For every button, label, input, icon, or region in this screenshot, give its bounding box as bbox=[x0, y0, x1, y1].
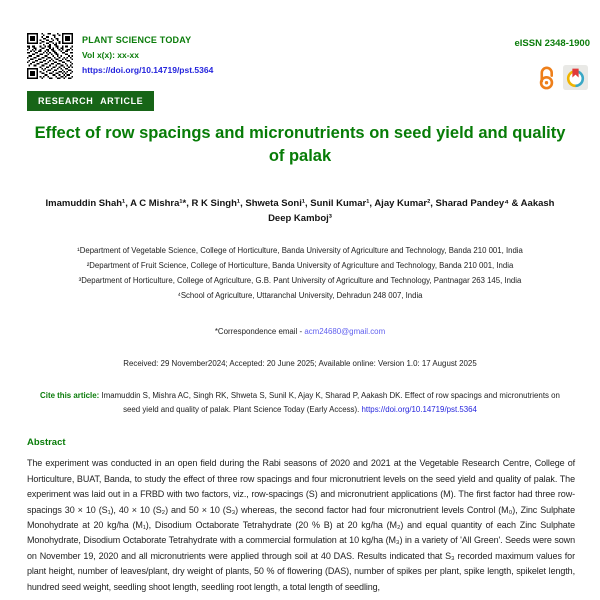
correspondence-email-link[interactable]: acm24680@gmail.com bbox=[304, 326, 386, 336]
header-right bbox=[514, 33, 590, 90]
cite-text: Imamuddin S, Mishra AC, Singh RK, Shweta S, Sunil K, Ajay K, Sharad P, Aakash DK. Effect of row spacings and micronutrients on seed yield and quality of palak. Plant Science Today (Early Access). bbox=[101, 390, 560, 414]
correspondence-label: *Correspondence email - bbox=[214, 326, 303, 336]
header-icons bbox=[538, 65, 588, 90]
abstract-heading: Abstract bbox=[27, 437, 66, 449]
journal-name: PLANT SCIENCE TODAY bbox=[82, 35, 192, 45]
eissn-label: eISSN 2348-1900 bbox=[514, 38, 590, 49]
affiliation-line-2: ²Department of Fruit Science, College of Horticulture, Banda University of Agriculture and Technology, Banda 210 001, India bbox=[86, 260, 514, 270]
journal-info bbox=[82, 33, 213, 75]
authors-line: Imamuddin Shah¹, A C Mishra¹*, R K Singh¹, Shweta Soni¹, Sunil Kumar¹, Ajay Kumar², Sharad Pandey⁴ & Aakash Deep Kamboj³ bbox=[45, 197, 555, 225]
dates-line: Received: 29 November2024; Accepted: 20 June 2025; Available online: Version 1.0: 17 August 2025 bbox=[123, 358, 477, 368]
crossmark-check-for-updates-icon[interactable] bbox=[563, 65, 588, 90]
research-article-badge: RESEARCH ARTICLE bbox=[27, 91, 154, 111]
journal-volume-line: Vol x(x): xx-xx bbox=[82, 50, 140, 60]
affiliation-line-4: ⁴School of Agriculture, Uttaranchal University, Dehradun 248 007, India bbox=[177, 290, 423, 300]
correspondence-line bbox=[0, 327, 600, 336]
journal-identity bbox=[27, 33, 213, 79]
cite-doi-link[interactable]: https://doi.org/10.14719/pst.5364 bbox=[361, 404, 477, 414]
affiliation-line-3: ³Department of Horticulture, College of Agriculture, G.B. Pant University of Agriculture and Technology, Pantnagar 263 145, India bbox=[78, 275, 522, 285]
abstract-text: The experiment was conducted in an open field during the Rabi seasons of 2020 and 2021 at the Vegetable Research Centre, College of Horticulture, BUAT, Banda, to study the effect of three row spacings and four micronutrient levels on the seed yield and quality of palak. The experiment was laid out in a FRBD with two factors, viz., row-spacings (S) and micronutrient applications (M). The first factor had three row-spacings 30 × 10 (S₁), 40 × 10 (S₂) and 50 × 10 (S₃) whereas, the second factor had four micronutrient levels Control (M₀), Zinc Sulphate Monohydrate at 20 kg/ha (M₁), Disodium Octaborate Tetrahydrate (20 % B) at 20 kg/ha (M₂) and equal quantity of each Zinc Sulphate Monohydrate, Disodium Octaborate Tetrahydrate with a commercial formulation at 10 kg/ha (M₃) in a variety of 'All Green'. Seeds were sown on November 19, 2020 and all micronutrients were applied through soil at 40 DAS. Results indicated that S₃ recorded maximum values for plant height, number of leaves/plant, dry weight of plants, 50 % of flowering (DAS), number of spikes per plant, spike length, spikelet length, hundred seed weight, seedling shoot length, seedling root length, a total length of seedling, bbox=[27, 458, 575, 592]
citation-block bbox=[0, 389, 600, 417]
qr-code bbox=[27, 33, 73, 79]
page-header bbox=[0, 0, 600, 81]
open-access-icon bbox=[538, 65, 555, 90]
affiliation-line-1: ¹Department of Vegetable Science, College of Horticulture, Banda University of Agriculture and Technology, Banda 210 001, India bbox=[77, 245, 523, 255]
article-title: Effect of row spacings and micronutrients on seed yield and quality of palak bbox=[34, 124, 566, 165]
cite-label: Cite this article: bbox=[40, 390, 100, 400]
affiliations-block bbox=[0, 244, 600, 304]
journal-doi-link[interactable]: https://doi.org/10.14719/pst.5364 bbox=[82, 65, 214, 75]
